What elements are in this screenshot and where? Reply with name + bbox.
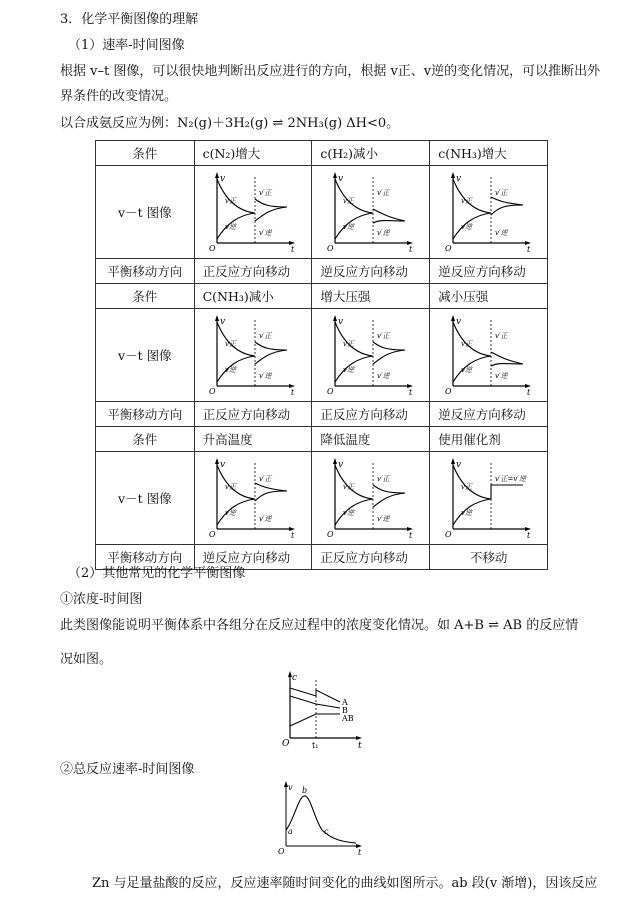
t-axis-label: t [408,244,412,253]
v-rev-prime-label: v′逆 [258,514,272,523]
t-axis-label: t [408,530,412,539]
v-fwd-label: v正 [460,482,472,491]
v-fwd-label: v正 [342,482,354,491]
v-rev-prime-label: v′逆 [258,228,272,237]
vt-graph-cell [194,452,312,545]
paragraph-line: 此类图像能说明平衡体系中各组分在反应过程中的浓度变化情况。如 A+B ⇌ AB 的反应情 [60,618,579,633]
v-fwd-prime-label: v′正 [258,474,272,483]
v-fwd-prime-label: v′正 [376,474,390,483]
rate-point-a: a [288,827,293,836]
v-axis-label: v [337,459,343,470]
v-fwd-curve [335,465,373,499]
sub-heading-rate-time: （1）速率-时间图像 [68,38,185,53]
cond-row-label: 条件 [96,141,195,166]
v-rev-prime-label: v′逆 [376,371,390,380]
v-axis-label: v [455,173,461,184]
v-fwd-curve [335,322,373,356]
v-rev-label: v逆 [460,508,472,517]
graph-row-label: v－t 图像 [96,309,195,402]
v-axis-label: v [455,459,461,470]
conc-t1: t₁ [312,741,319,750]
v-fwd-label: v正 [224,339,236,348]
rate-time-chart [276,778,366,858]
v-rev-label: v逆 [342,222,354,231]
v-rev-curve [217,499,255,525]
v-axis-label: v [337,173,343,184]
condition-cell: 使用催化剂 [430,427,548,452]
conc-label-b: B [342,706,348,715]
shift-direction-cell: 逆反应方向移动 [430,402,548,427]
shift-direction-cell: 正反应方向移动 [312,545,430,570]
v-rev-curve [335,356,373,382]
shift-direction-cell: 逆反应方向移动 [430,259,548,284]
v-rev-label: v逆 [342,508,354,517]
vt-graph-cell [312,166,430,259]
vt-graph-cell [430,452,548,545]
shift-row-label: 平衡移动方向 [96,545,195,570]
v-fwd-curve [453,322,491,356]
v-rev-prime-label: v′逆 [258,371,272,380]
graph-row-label: v－t 图像 [96,166,195,259]
sub-heading-other: （2）其他常见的化学平衡图像 [68,566,246,581]
conc-y-label: c [292,673,298,683]
sub-heading-total-rate: ②总反应速率-时间图像 [60,762,195,777]
vt-graph-cell [312,452,430,545]
v-axis-label: v [455,316,461,327]
v-rev-label: v逆 [224,365,236,374]
rate-point-b: b [302,786,308,795]
v-rev-label: v逆 [460,365,472,374]
rate-y-label: v [288,783,293,792]
section-heading: 3．化学平衡图像的理解 [60,12,199,27]
conc-origin: O [282,739,290,749]
v-rev-label: v逆 [342,365,354,374]
vt-graph [443,169,535,253]
t-axis-label: t [290,387,295,396]
v-rev-label: v逆 [460,222,472,231]
v-fwd-prime-label: v′正 [376,331,390,340]
v-rev-prime-label: v′逆 [376,228,390,237]
v-rev-prime-label: v′逆 [494,371,508,380]
v-axis-label: v [219,459,226,470]
vt-graph [443,312,535,396]
t-axis-label: t [526,530,530,539]
v-fwd-prime-label: v′正 [258,331,272,340]
v-fwd-curve [453,465,491,499]
condition-cell: C(NH₃)减小 [194,284,312,309]
v-rev-label: v逆 [224,508,236,517]
paragraph-line: Zn 与足量盐酸的反应，反应速率随时间变化的曲线如图所示。ab 段(v 渐增)，因该反应 [92,876,598,891]
origin-label: O [208,529,216,539]
origin-label: O [326,386,334,396]
vt-graph [207,169,299,253]
v-fwd-label: v正 [224,196,236,205]
v-rev-curve [217,213,255,239]
condition-cell: 减小压强 [430,284,548,309]
origin-label: O [444,386,452,396]
shift-direction-cell: 正反应方向移动 [312,402,430,427]
paragraph-line: 况如图。 [60,652,113,667]
condition-cell: c(H₂)减小 [312,141,430,166]
origin-label: O [444,529,452,539]
v-axis-label: v [219,316,226,327]
sub-heading-concentration: ①浓度-时间图 [60,592,143,607]
v-fwd-curve [453,179,491,213]
v-rev-curve [335,213,373,239]
v-rev-curve [335,499,373,525]
shift-direction-cell: 不移动 [430,545,548,570]
vt-table [95,140,548,570]
v-rev-curve [217,356,255,382]
graph-row-label: v－t 图像 [96,452,195,545]
v-fwd-label: v正 [342,196,354,205]
origin-label: O [208,386,216,396]
conc-x-label: t [358,741,362,750]
vt-graph-cell [194,166,312,259]
v-fwd-label: v正 [460,339,472,348]
v-fwd-prime-label: v′正 [494,188,508,197]
v-axis-label: v [337,316,343,327]
v-eq-label: v′正=v′逆 [494,474,526,483]
paragraph-line: 界条件的改变情况。 [60,89,178,104]
t-axis-label: t [526,387,530,396]
cond-row-label: 条件 [96,427,195,452]
v-fwd-curve [217,322,255,356]
cond-row-label: 条件 [96,284,195,309]
v-fwd-label: v正 [460,196,472,205]
rate-x-label: t [358,848,362,857]
vt-graph-cell [312,309,430,402]
vt-graph-cell [430,309,548,402]
paragraph-line: 根据 v–t 图像，可以很快地判断出反应进行的方向，根据 v正、v逆的变化情况，可以推断出外 [60,64,601,79]
v-rev-label: v逆 [224,222,236,231]
v-rev-curve [453,499,491,525]
origin-label: O [326,243,334,253]
shift-direction-cell: 逆反应方向移动 [194,545,312,570]
vt-graph-cell [194,309,312,402]
v-rev-prime-label: v′逆 [494,228,508,237]
v-fwd-curve [335,179,373,213]
conc-label-a: A [342,698,348,707]
vt-graph [207,455,299,539]
vt-graph [325,455,417,539]
origin-label: O [208,243,216,253]
condition-cell: c(NH₃)增大 [430,141,548,166]
condition-cell: c(N₂)增大 [194,141,312,166]
vt-graph [443,455,535,539]
vt-graph [325,169,417,253]
shift-row-label: 平衡移动方向 [96,402,195,427]
shift-direction-cell: 正反应方向移动 [194,402,312,427]
v-rev-curve [453,213,491,239]
condition-cell: 降低温度 [312,427,430,452]
t-axis-label: t [526,244,530,253]
vt-graph [325,312,417,396]
v-fwd-label: v正 [342,339,354,348]
vt-graph [207,312,299,396]
v-fwd-prime-label: v′正 [494,331,508,340]
origin-label: O [444,243,452,253]
example-equation: 以合成氨反应为例：N₂(g)＋3H₂(g) ⇌ 2NH₃(g) ΔH<0。 [60,116,400,131]
vt-graph-cell [430,166,548,259]
t-axis-label: t [408,387,412,396]
t-axis-label: t [290,244,295,253]
v-fwd-curve [217,465,255,499]
rate-point-c: c [324,827,329,836]
v-fwd-prime-label: v′正 [258,188,272,197]
t-axis-label: t [290,530,295,539]
origin-label: O [326,529,334,539]
concentration-time-chart [278,668,368,750]
v-fwd-label: v正 [224,482,236,491]
condition-cell: 增大压强 [312,284,430,309]
shift-direction-cell: 正反应方向移动 [194,259,312,284]
v-rev-prime-label: v′逆 [376,514,390,523]
shift-direction-cell: 逆反应方向移动 [312,259,430,284]
condition-cell: 升高温度 [194,427,312,452]
shift-row-label: 平衡移动方向 [96,259,195,284]
conc-label-ab: AB [342,714,354,723]
v-fwd-curve [217,179,255,213]
v-rev-curve [453,356,491,382]
v-fwd-prime-label: v′正 [376,188,390,197]
v-axis-label: v [219,173,226,184]
rate-origin: O [278,847,285,856]
